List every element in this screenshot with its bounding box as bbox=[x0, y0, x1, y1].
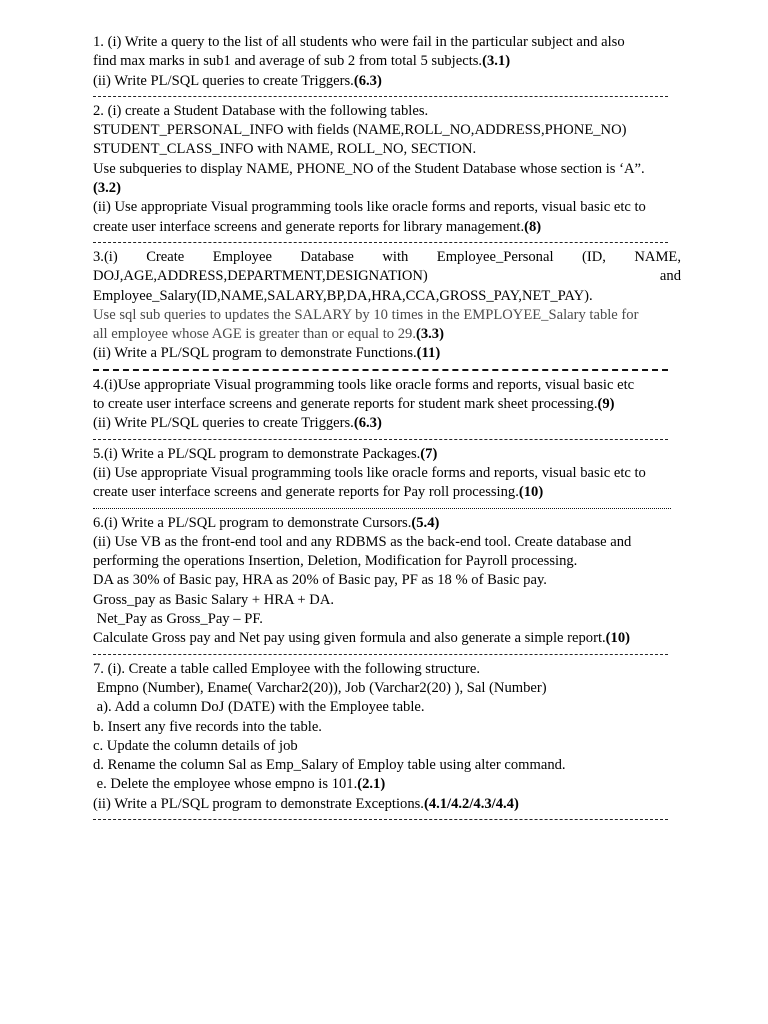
marks: (5.4) bbox=[411, 514, 440, 531]
marks: (2.1) bbox=[357, 776, 386, 793]
dashed-divider bbox=[93, 242, 668, 243]
question-4 bbox=[93, 376, 681, 434]
text-line: a). Add a column DoJ (DATE) with the Employee table. bbox=[93, 699, 425, 716]
text-span: all employee whose AGE is greater than or equal to 29. bbox=[93, 326, 416, 343]
text-line: 1. (i) Write a query to the list of all students who were fail in the particular subject and also bbox=[93, 34, 625, 50]
text-line: 4.(i)Use appropriate Visual programming tools like oracle forms and reports, visual basic etc bbox=[93, 376, 635, 393]
marks: (4.1/4.2/4.3/4.4) bbox=[423, 795, 519, 812]
marks: (6.3) bbox=[353, 415, 382, 432]
text-line: b. Insert any five records into the table. bbox=[93, 718, 322, 735]
text-line bbox=[93, 775, 681, 794]
marks: (3.3) bbox=[416, 326, 444, 343]
text-span: 5.(i) Write a PL/SQL program to demonstrate Packages. bbox=[93, 445, 421, 462]
text-line: DOJ,AGE,ADDRESS,DEPARTMENT,DESIGNATION) and bbox=[93, 268, 681, 285]
dashed-divider bbox=[93, 96, 668, 97]
text-line bbox=[93, 52, 681, 71]
text-line: performing the operations Insertion, Deletion, Modification for Payroll processing. bbox=[93, 553, 578, 570]
text-line: (ii) Use appropriate Visual programming tools like oracle forms and reports, visual basic etc to bbox=[93, 464, 646, 481]
question-7 bbox=[93, 660, 681, 814]
text-line bbox=[93, 72, 681, 91]
marks: (9) bbox=[597, 396, 615, 413]
dashed-divider bbox=[93, 819, 668, 820]
document-page bbox=[93, 33, 681, 825]
question-5 bbox=[93, 445, 681, 503]
marks: (3.2) bbox=[93, 180, 121, 197]
text-line bbox=[93, 344, 681, 363]
marks: (3.1) bbox=[482, 53, 511, 70]
marks: (10) bbox=[605, 630, 630, 647]
text-line: c. Update the column details of job bbox=[93, 737, 298, 754]
text-line bbox=[93, 395, 681, 414]
text-line: Use subqueries to display NAME, PHONE_NO of the Student Database whose section is ‘A”. bbox=[93, 160, 645, 177]
text-span: to create user interface screens and generate reports for student mark sheet processing. bbox=[93, 396, 598, 413]
text-span: e. Delete the employee whose empno is 101. bbox=[93, 776, 358, 793]
text-line: Use sql sub queries to updates the SALARY by 10 times in the EMPLOYEE_Salary table for bbox=[93, 306, 639, 323]
marks: (11) bbox=[416, 345, 441, 362]
text-line bbox=[93, 179, 681, 198]
text-line bbox=[93, 325, 681, 344]
dashed-divider bbox=[93, 369, 668, 371]
text-line: (ii) Use VB as the front-end tool and any RDBMS as the back-end tool. Create database and bbox=[93, 533, 632, 550]
question-6 bbox=[93, 514, 681, 649]
text-line: STUDENT_CLASS_INFO with NAME, ROLL_NO, SECTION. bbox=[93, 141, 477, 158]
text-line: (ii) Use appropriate Visual programming tools like oracle forms and reports, visual basic etc to bbox=[93, 199, 646, 216]
text-line: Net_Pay as Gross_Pay – PF. bbox=[93, 611, 263, 628]
text-line: Employee_Salary(ID,NAME,SALARY,BP,DA,HRA,CCA,GROSS_PAY,NET_PAY). bbox=[93, 287, 593, 304]
text-line bbox=[93, 218, 681, 237]
text-line bbox=[93, 483, 681, 502]
text-span: (ii) Write a PL/SQL program to demonstrate Exceptions. bbox=[93, 795, 424, 812]
dashed-divider bbox=[93, 508, 671, 509]
text-line: 7. (i). Create a table called Employee with the following structure. bbox=[93, 660, 481, 677]
question-2 bbox=[93, 102, 681, 237]
text-line: Empno (Number), Ename( Varchar2(20)), Job (Varchar2(20) ), Sal (Number) bbox=[93, 679, 547, 696]
text-line bbox=[93, 629, 681, 648]
text-span: create user interface screens and generate reports for Pay roll processing. bbox=[93, 484, 519, 501]
text-line: STUDENT_PERSONAL_INFO with fields (NAME,ROLL_NO,ADDRESS,PHONE_NO) bbox=[93, 122, 627, 139]
text-line bbox=[93, 445, 681, 464]
text-line bbox=[93, 795, 681, 814]
text-line: d. Rename the column Sal as Emp_Salary of Employ table using alter command. bbox=[93, 757, 566, 774]
text-span: 6.(i) Write a PL/SQL program to demonstrate Cursors. bbox=[93, 514, 412, 531]
text-line bbox=[93, 514, 681, 533]
dashed-divider bbox=[93, 439, 668, 440]
question-1 bbox=[93, 33, 681, 91]
text-line: DA as 30% of Basic pay, HRA as 20% of Basic pay, PF as 18 % of Basic pay. bbox=[93, 572, 547, 589]
text-line: Gross_pay as Basic Salary + HRA + DA. bbox=[93, 591, 335, 608]
text-line: 3.(i) Create Employee Database with Employee_Personal (ID, NAME, bbox=[93, 248, 681, 265]
text-line: 2. (i) create a Student Database with the following tables. bbox=[93, 102, 429, 119]
text-span: (ii) Write PL/SQL queries to create Triggers. bbox=[93, 72, 354, 89]
marks: (8) bbox=[524, 218, 542, 235]
dashed-divider bbox=[93, 654, 668, 655]
marks: (6.3) bbox=[353, 72, 382, 89]
text-span: find max marks in sub1 and average of sub 2 from total 5 subjects. bbox=[93, 53, 483, 70]
text-line bbox=[93, 414, 681, 433]
text-span: (ii) Write PL/SQL queries to create Triggers. bbox=[93, 415, 354, 432]
text-span: create user interface screens and generate reports for library management. bbox=[93, 218, 525, 235]
text-span: (ii) Write a PL/SQL program to demonstrate Functions. bbox=[93, 345, 417, 362]
text-span: Calculate Gross pay and Net pay using given formula and also generate a simple report. bbox=[93, 630, 606, 647]
marks: (7) bbox=[420, 445, 438, 462]
marks: (10) bbox=[518, 484, 544, 501]
question-3 bbox=[93, 248, 681, 364]
